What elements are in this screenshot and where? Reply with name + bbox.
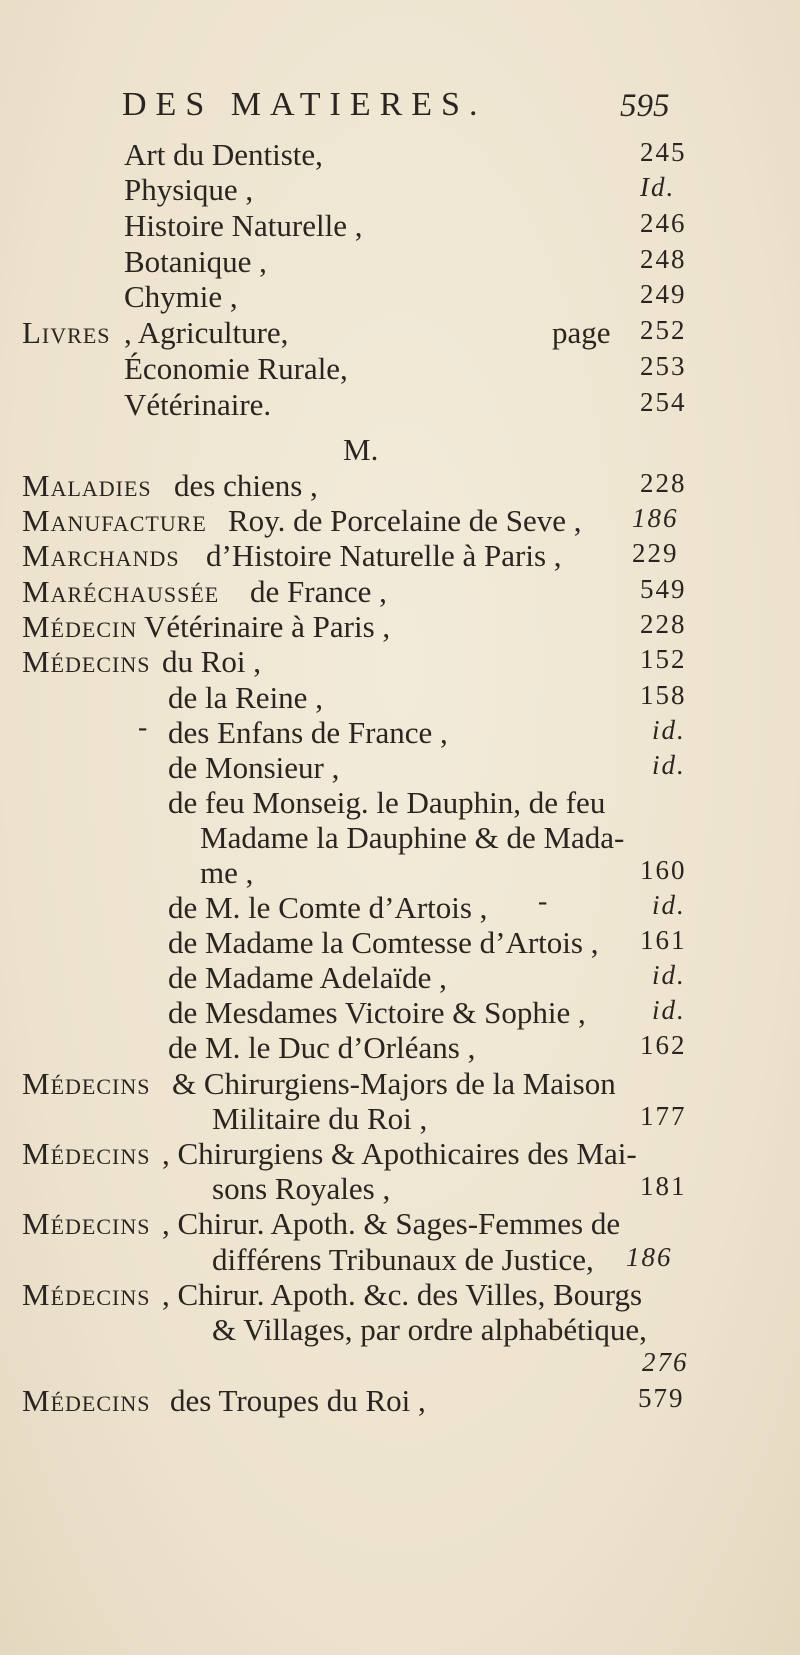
- page-number: 595: [620, 88, 670, 124]
- entry-head: Médecins: [22, 1136, 151, 1171]
- entry-head: Médecins: [22, 1206, 151, 1241]
- book-page: DES MATIERES. 595 Art du Dentiste, 245 Physique , Id. Histoire Naturelle , 246 Botanique , 248 Chymie , 249 Livres , Agriculture, page 252 Économie Rurale, 253 Vétérinaire. 254 M. Maladies des chiens , 228 Manufacture Roy. de Porcelaine de Seve , 186 Marchands d’Histoire Naturelle à Paris , 229 Maréchaussée de France , 549 Médecin Vétérinaire à Paris , 228 Médecins du Roi , 152 de la Reine , 158 - des Enfans de France , id. de Monsieur , id. de feu Monseig. le Dauphin, de feu Madame la Dauphine & de Mada- me , 160 de M. le Comte d’Artois , - id. de Madame la Comtesse d’Artois , 161 de Madame Adelaïde , id. de Mesdames Victoire & Sophie , id. de M. le Duc d’Orléans , 162 Médecins & Chirurgiens-Majors de la Maison Militaire du Roi , 177 Médecins , Chirurgiens & Apothicaires des Mai- sons Royales , 181 Médecins , Chirur. Apoth. & Sages-Femmes de différens Tribunaux de Justice, 186 Médecins , Chirur. Apoth. &c. des Villes, Bourgs & Villages, par ordre alphabétique, 276 Médecins des Troupes du Roi , 579: [0, 0, 800, 1655]
- page-ref: 249: [640, 279, 687, 309]
- entry-head: Médecin: [22, 609, 138, 644]
- page-ref: 253: [640, 351, 687, 381]
- page-ref: 579: [638, 1383, 685, 1413]
- page-ref: 152: [640, 644, 687, 674]
- page-ref: 158: [640, 680, 687, 710]
- entry-head: Maréchaussée: [22, 574, 220, 609]
- entry-head: Marchands: [22, 538, 180, 573]
- page-ref: id.: [652, 995, 686, 1025]
- page-ref: id.: [652, 890, 686, 920]
- page-ref: id.: [652, 960, 686, 990]
- entry-head: Médecins: [22, 1066, 151, 1101]
- page-ref: Id.: [640, 172, 676, 202]
- entry-head: Médecins: [22, 644, 151, 679]
- entry-head: Maladies: [22, 468, 152, 503]
- page-ref: 181: [640, 1171, 687, 1201]
- entry-head: Manufacture: [22, 503, 207, 538]
- page-ref: 162: [640, 1030, 687, 1060]
- page-ref: 549: [640, 574, 687, 604]
- page-ref: 186: [632, 503, 679, 533]
- page-ref: id.: [652, 750, 686, 780]
- dash-mark: -: [138, 712, 148, 743]
- entry-head: Médecins: [22, 1277, 151, 1312]
- page-ref: 228: [640, 609, 687, 639]
- page-ref: 276: [642, 1347, 689, 1377]
- page-word: page: [552, 315, 611, 350]
- page-ref: 252: [640, 315, 687, 345]
- page-ref: id.: [652, 715, 686, 745]
- section-letter: M.: [343, 432, 379, 467]
- page-ref: 229: [632, 538, 679, 568]
- page-ref: 254: [640, 387, 687, 417]
- page-ref: 161: [640, 925, 687, 955]
- page-ref: 245: [640, 137, 687, 167]
- entry-head: Livres: [22, 315, 111, 350]
- page-ref: 246: [640, 208, 687, 238]
- running-header: DES MATIERES.: [122, 86, 487, 123]
- page-ref: 160: [640, 855, 687, 885]
- entry-head: Médecins: [22, 1383, 151, 1418]
- page-ref: 177: [640, 1101, 687, 1131]
- page-ref: 248: [640, 244, 687, 274]
- page-ref: 228: [640, 468, 687, 498]
- page-ref: 186: [626, 1242, 673, 1272]
- dash-mark: -: [538, 886, 548, 917]
